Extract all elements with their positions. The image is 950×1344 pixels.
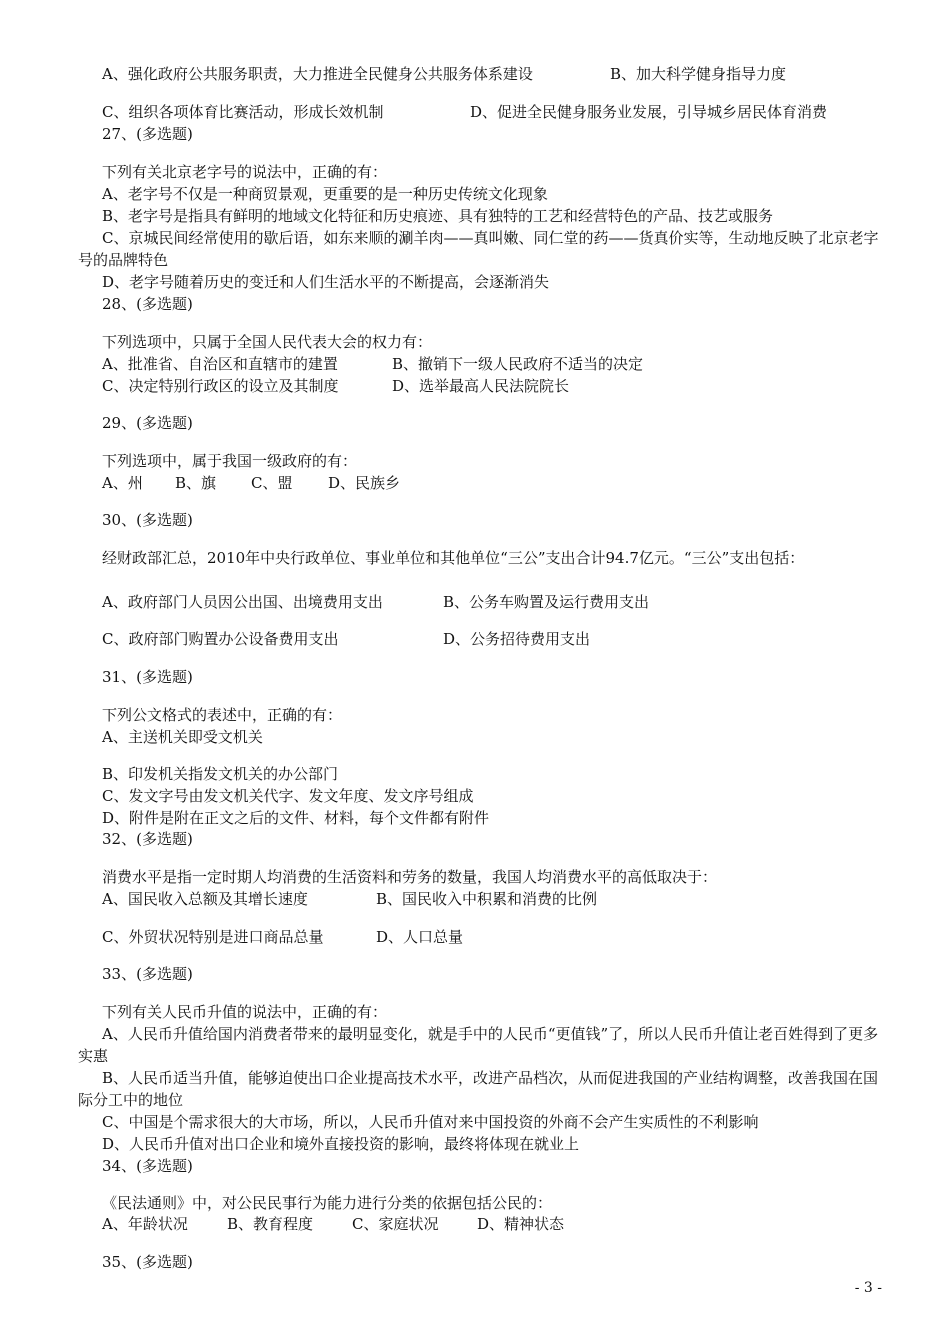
q32-header: 32、(多选题) — [102, 830, 193, 848]
q29-option-a: A、州 — [102, 474, 143, 492]
q27-option-c: C、京城民间经常使用的歇后语，如东来顺的涮羊肉——真叫嫩、同仁堂的药——货真价实等，生动地反映了北京老字号的品牌特色 — [78, 229, 879, 269]
q34-option-d: D、精神状态 — [477, 1215, 565, 1233]
q32-stem: 消费水平是指一定时期人均消费的生活资料和劳务的数量，我国人均消费水平的高低取决于： — [102, 868, 718, 886]
q28-option-d: D、选举最高人民法院院长 — [392, 377, 570, 395]
q28-stem: 下列选项中，只属于全国人民代表大会的权力有： — [102, 333, 433, 351]
q33-option-b: B、人民币适当升值，能够迫使出口企业提高技术水平，改进产品档次，从而促进我国的产业结构调整，改善我国在国际分工中的地位 — [78, 1069, 879, 1109]
q29-stem: 下列选项中，属于我国一级政府的有： — [102, 452, 358, 470]
q35-header: 35、(多选题) — [102, 1253, 193, 1271]
q31-option-d: D、附件是附在正文之后的文件、材料，每个文件都有附件 — [102, 809, 490, 827]
q27-stem: 下列有关北京老字号的说法中，正确的有： — [102, 163, 388, 181]
q34-option-b: B、教育程度 — [227, 1215, 314, 1233]
q29-option-b: B、旗 — [175, 474, 217, 492]
q27-header: 27、(多选题) — [102, 125, 193, 143]
q34-option-a: A、年龄状况 — [102, 1215, 188, 1233]
q31-option-b: B、印发机关指发文机关的办公部门 — [102, 765, 339, 783]
q33-stem: 下列有关人民币升值的说法中，正确的有： — [102, 1003, 388, 1021]
q26-option-d: D、促进全民健身服务业发展，引导城乡居民体育消费 — [470, 103, 828, 121]
q34-stem: 《民法通则》中，对公民民事行为能力进行分类的依据包括公民的： — [102, 1194, 553, 1212]
q30-option-b: B、公务车购置及运行费用支出 — [443, 593, 650, 611]
q28-option-b: B、撤销下一级人民政府不适当的决定 — [392, 355, 644, 373]
q33-header: 33、(多选题) — [102, 965, 193, 983]
q27-option-d: D、老字号随着历史的变迁和人们生活水平的不断提高，会逐渐消失 — [102, 273, 550, 291]
q32-option-a: A、国民收入总额及其增长速度 — [102, 890, 308, 908]
q30-option-a: A、政府部门人员因公出国、出境费用支出 — [102, 593, 383, 611]
q26-option-a: A、强化政府公共服务职责，大力推进全民健身公共服务体系建设 — [102, 65, 533, 83]
q33-option-d: D、人民币升值对出口企业和境外直接投资的影响，最终将体现在就业上 — [102, 1135, 580, 1153]
q33-option-c: C、中国是个需求很大的大市场，所以，人民币升值对来中国投资的外商不会产生实质性的不利影响 — [102, 1113, 759, 1131]
q28-option-a: A、批准省、自治区和直辖市的建置 — [102, 355, 338, 373]
q32-option-c: C、外贸状况特别是进口商品总量 — [102, 928, 324, 946]
q33-option-a: A、人民币升值给国内消费者带来的最明显变化，就是手中的人民币“更值钱”了，所以人民币升值让老百姓得到了更多实惠 — [78, 1025, 879, 1065]
q30-stem: 经财政部汇总，2010年中央行政单位、事业单位和其他单位“三公”支出合计94.7亿元。“三公”支出包括： — [102, 549, 805, 567]
q34-header: 34、(多选题) — [102, 1157, 193, 1175]
q32-option-d: D、人口总量 — [376, 928, 464, 946]
q30-header: 30、(多选题) — [102, 511, 193, 529]
q31-option-a: A、主送机关即受文机关 — [102, 728, 263, 746]
q29-option-d: D、民族乡 — [328, 474, 401, 492]
q27-option-b: B、老字号是指具有鲜明的地域文化特征和历史痕迹、具有独特的工艺和经营特色的产品、技艺或服务 — [102, 207, 774, 225]
q29-header: 29、(多选题) — [102, 414, 193, 432]
q28-header: 28、(多选题) — [102, 295, 193, 313]
q31-stem: 下列公文格式的表述中，正确的有： — [102, 706, 343, 724]
q29-option-c: C、盟 — [251, 474, 293, 492]
q31-header: 31、(多选题) — [102, 668, 193, 686]
q34-option-c: C、家庭状况 — [352, 1215, 439, 1233]
q30-option-c: C、政府部门购置办公设备费用支出 — [102, 630, 339, 648]
q32-option-b: B、国民收入中积累和消费的比例 — [376, 890, 598, 908]
q27-option-a: A、老字号不仅是一种商贸景观，更重要的是一种历史传统文化现象 — [102, 185, 548, 203]
q31-option-c: C、发文字号由发文机关代字、发文年度、发文序号组成 — [102, 787, 474, 805]
q28-option-c: C、决定特别行政区的设立及其制度 — [102, 377, 339, 395]
q26-option-b: B、加大科学健身指导力度 — [610, 65, 787, 83]
page-number: - 3 - — [854, 1280, 882, 1296]
q26-option-c: C、组织各项体育比赛活动，形成长效机制 — [102, 103, 384, 121]
q30-option-d: D、公务招待费用支出 — [443, 630, 591, 648]
